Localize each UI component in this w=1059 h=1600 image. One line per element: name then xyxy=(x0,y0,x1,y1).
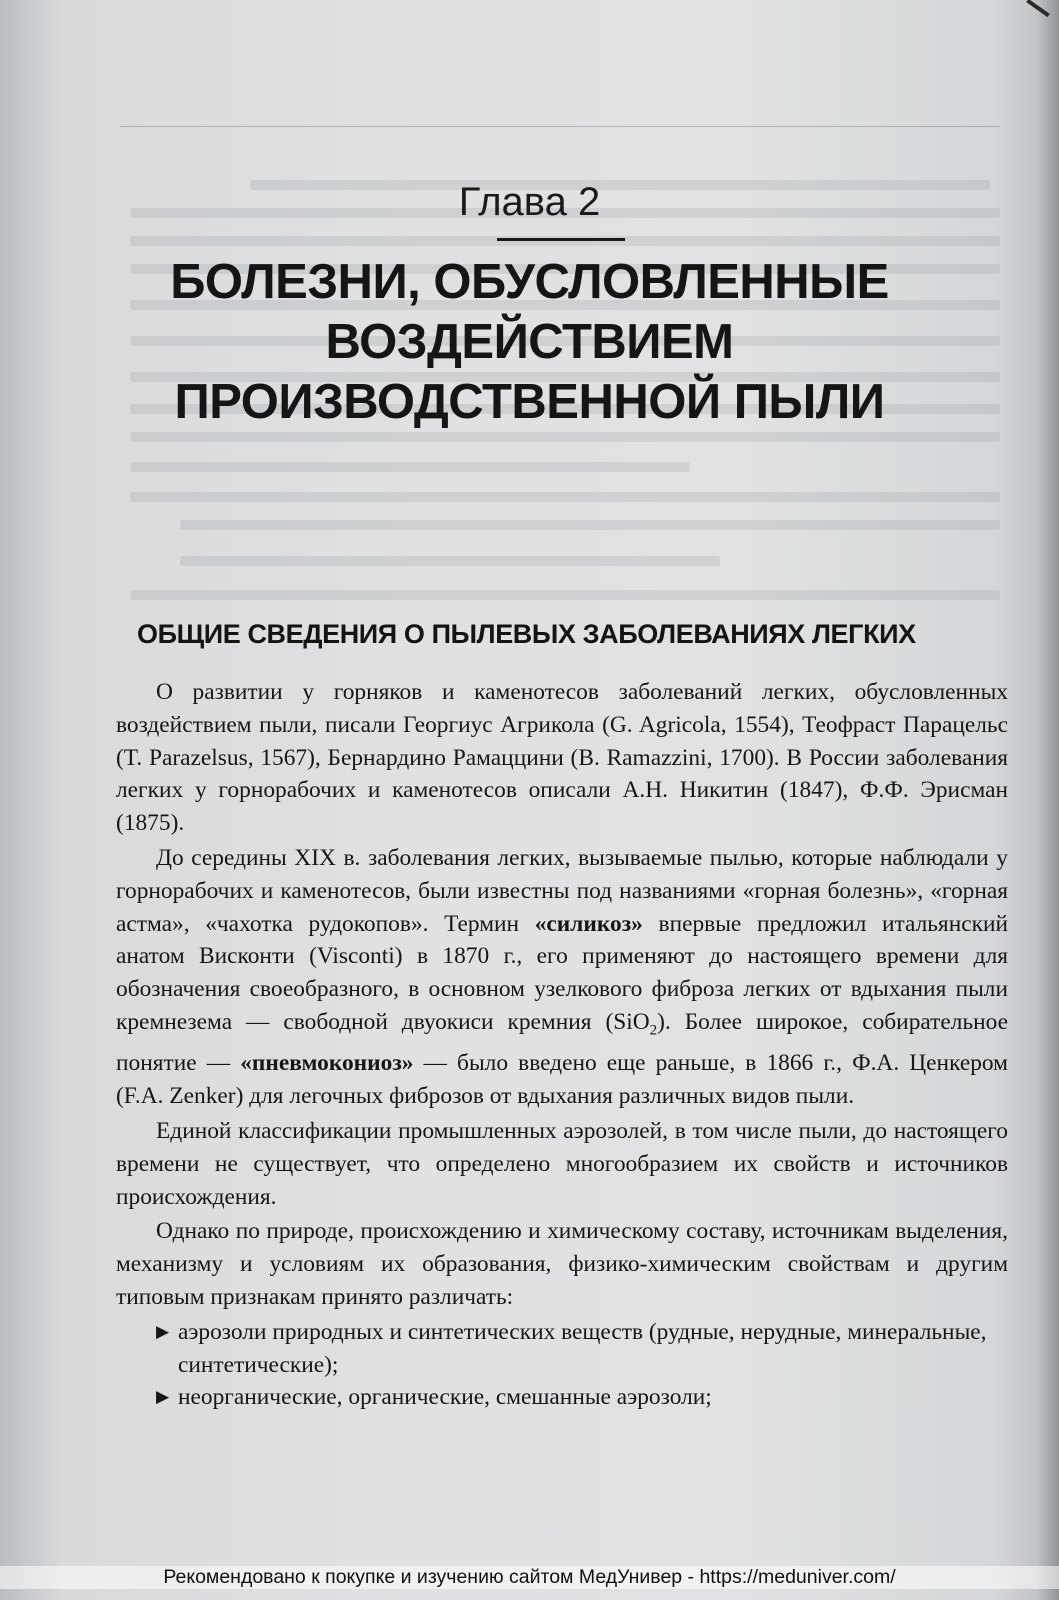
list-item xyxy=(116,1316,1008,1382)
body-text xyxy=(116,676,1008,1414)
paragraph: О развитии у горняков и каменотесов заболеваний легких, обусловленных воздействием пыли, писали Георгиус Агрикола (G. Agricola, 1554), Теофраст Парацельс (T. Parazelsus, 1567), Бернардино Рамаццини (B. Ramazzini, 1700). В России заболевания легких у горнорабочих и каменотесов описали А.Н. Никитин (1847), Ф.Ф. Эрисман (1875). xyxy=(116,679,1008,837)
bleed-through-line xyxy=(130,432,1000,442)
paragraph: Единой классификации промышленных аэрозолей, в том числе пыли, до настоящего времени не существует, что определено многообразием их свойств и источников происхождения. xyxy=(116,1118,1008,1210)
chapter-title xyxy=(0,252,1059,432)
text-run: ). Более широкое, собирательное понятие — xyxy=(116,1008,1008,1077)
bullet-arrow-icon: ▶ xyxy=(156,1321,170,1341)
text-run: — было введено еще раньше, в 1866 г., Ф.А. Ценкером (F.A. Zenker) для легочных фиброзов от вдыхания различных видов пыли. xyxy=(116,1050,1008,1110)
text-run: впервые предложил итальянский анатом Висконти (Visconti) в 1870 г., его применяют до настоящего времени для обозначения своеобразного, в основном узелкового фиброза легких от вдыхания пыли кремнезема — свободной двуокиси кремния (SiO xyxy=(116,910,1008,1035)
bleed-through-line xyxy=(130,492,1000,502)
bleed-through-line xyxy=(130,462,690,472)
page-edge-shadow xyxy=(1037,0,1059,1600)
chapter-label: Глава 2 xyxy=(458,180,601,224)
bullet-arrow-icon: ▶ xyxy=(156,1387,170,1407)
chapter-title-line: ПРОИЗВОДСТВЕННОЙ ПЫЛИ xyxy=(174,375,885,429)
paragraph-history xyxy=(116,842,1008,1113)
bleed-through-line xyxy=(180,520,1000,530)
list-item xyxy=(116,1381,1008,1414)
chapter-title-line: БОЛЕЗНИ, ОБУСЛОВЛЕННЫЕ xyxy=(170,255,889,309)
chapter-title-line: ВОЗДЕЙСТВИЕМ xyxy=(325,315,734,369)
paragraph: Однако по природе, происхождению и химическому составу, источникам выделения, механизму и условиям их образования, физико-химическим свойствам и другим типовым признакам принято различать: xyxy=(116,1218,1008,1311)
subscript: 2 xyxy=(649,1022,658,1039)
text-run: До середины XIX в. заболевания легких, вызываемые пылью, которые наблюдали у горнорабочих и каменотесов, были известны под названиями «горная болезнь», «горная астма», «чахотка рудокопов». Термин xyxy=(116,844,1008,937)
term-pneumoconiosis: «пневмокониоз» xyxy=(240,1050,414,1077)
section-heading: ОБЩИЕ СВЕДЕНИЯ О ПЫЛЕВЫХ ЗАБОЛЕВАНИЯХ ЛЕГКИХ xyxy=(137,619,916,649)
list-item-text: аэрозоли природных и синтетических веществ (рудные, нерудные, минеральные, синтетические); xyxy=(178,1318,987,1378)
list-item-text: неорганические, органические, смешанные аэрозоли; xyxy=(178,1384,712,1411)
watermark: Рекомендовано к покупке и изучению сайтом МедУнивер - https://meduniver.com/ xyxy=(0,1566,1059,1589)
chapter-underline xyxy=(497,238,625,241)
bleed-through-line xyxy=(180,556,720,566)
bleed-through-header xyxy=(120,108,1000,127)
term-silicosis: «силикоз» xyxy=(534,910,643,937)
bleed-through-line xyxy=(130,590,1000,600)
